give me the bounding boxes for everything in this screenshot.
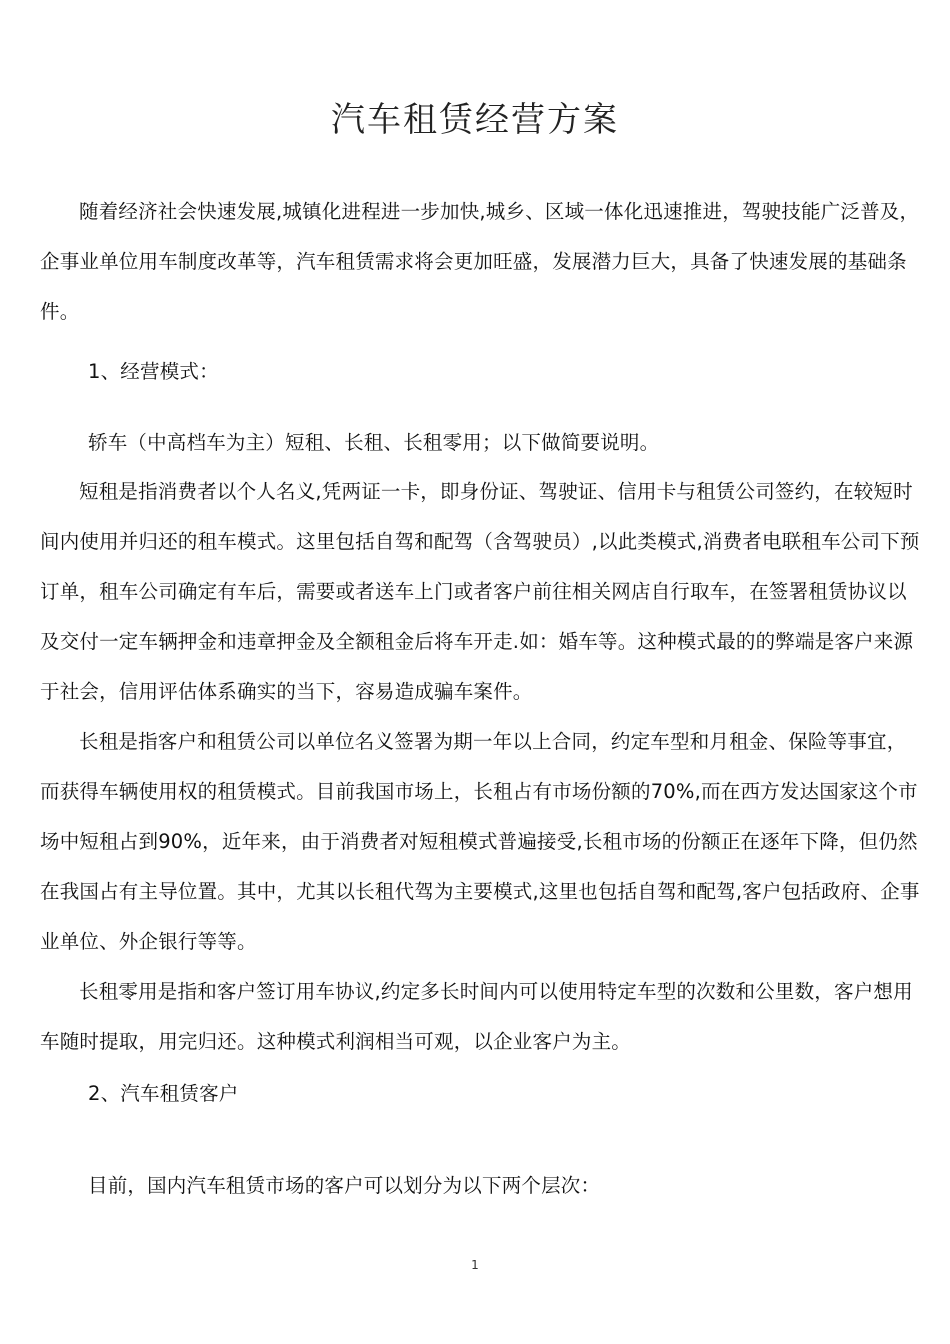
section-1-summary: 轿车（中高档车为主）短租、长租、长租零用；以下做简要说明。 xyxy=(88,431,660,454)
long-rent-flexible-paragraph: 长租零用是指和客户签订用车协议,约定多长时间内可以使用特定车型的次数和公里数，客户想用车随时提取，用完归还。这种模式利润相当可观，以企业客户为主。 xyxy=(40,980,913,1053)
intro-paragraph: 随着经济社会快速发展,城镇化进程进一步加快,城乡、区域一体化迅速推进，驾驶技能广泛普及，企事业单位用车制度改革等，汽车租赁需求将会更加旺盛，发展潜力巨大，具备了快速发展的基础条件。 xyxy=(40,200,920,323)
document-title: 汽车租赁经营方案 xyxy=(331,100,619,140)
section-1-heading: 1、经营模式： xyxy=(88,360,219,383)
page-number: 1 xyxy=(471,1258,479,1272)
long-rent-paragraph: 长租是指客户和租赁公司以单位名义签署为期一年以上合同，约定车型和月租金、保险等事宜，而获得车辆使用权的租赁模式。目前我国市场上，长租占有市场份额的70%,而在西方发达国家这个市场中短租占到90%，近年来，由于消费者对短租模式普遍接受,长租市场的份额正在逐年下降，但仍然在我国占有主导位置。其中，尤其以长租代驾为主要模式,这里也包括自驾和配驾,客户包括政府、企事业单位、外企银行等等。 xyxy=(40,730,920,953)
section-2-text: 目前，国内汽车租赁市场的客户可以划分为以下两个层次： xyxy=(88,1174,601,1197)
section-2-heading: 2、汽车租赁客户 xyxy=(88,1082,239,1105)
short-rent-paragraph: 短租是指消费者以个人名义,凭两证一卡，即身份证、驾驶证、信用卡与租赁公司签约，在较短时间内使用并归还的租车模式。这里包括自驾和配驾（含驾驶员）,以此类模式,消费者电联租车公司下预订单，租车公司确定有车后，需要或者送车上门或者客户前往相关网店自行取车，在签署租赁协议以及交付一定车辆押金和违章押金及全额租金后将车开走.如：婚车等。这种模式最的的弊端是客户来源于社会，信用评估体系确实的当下，容易造成骗车案件。 xyxy=(40,480,920,703)
